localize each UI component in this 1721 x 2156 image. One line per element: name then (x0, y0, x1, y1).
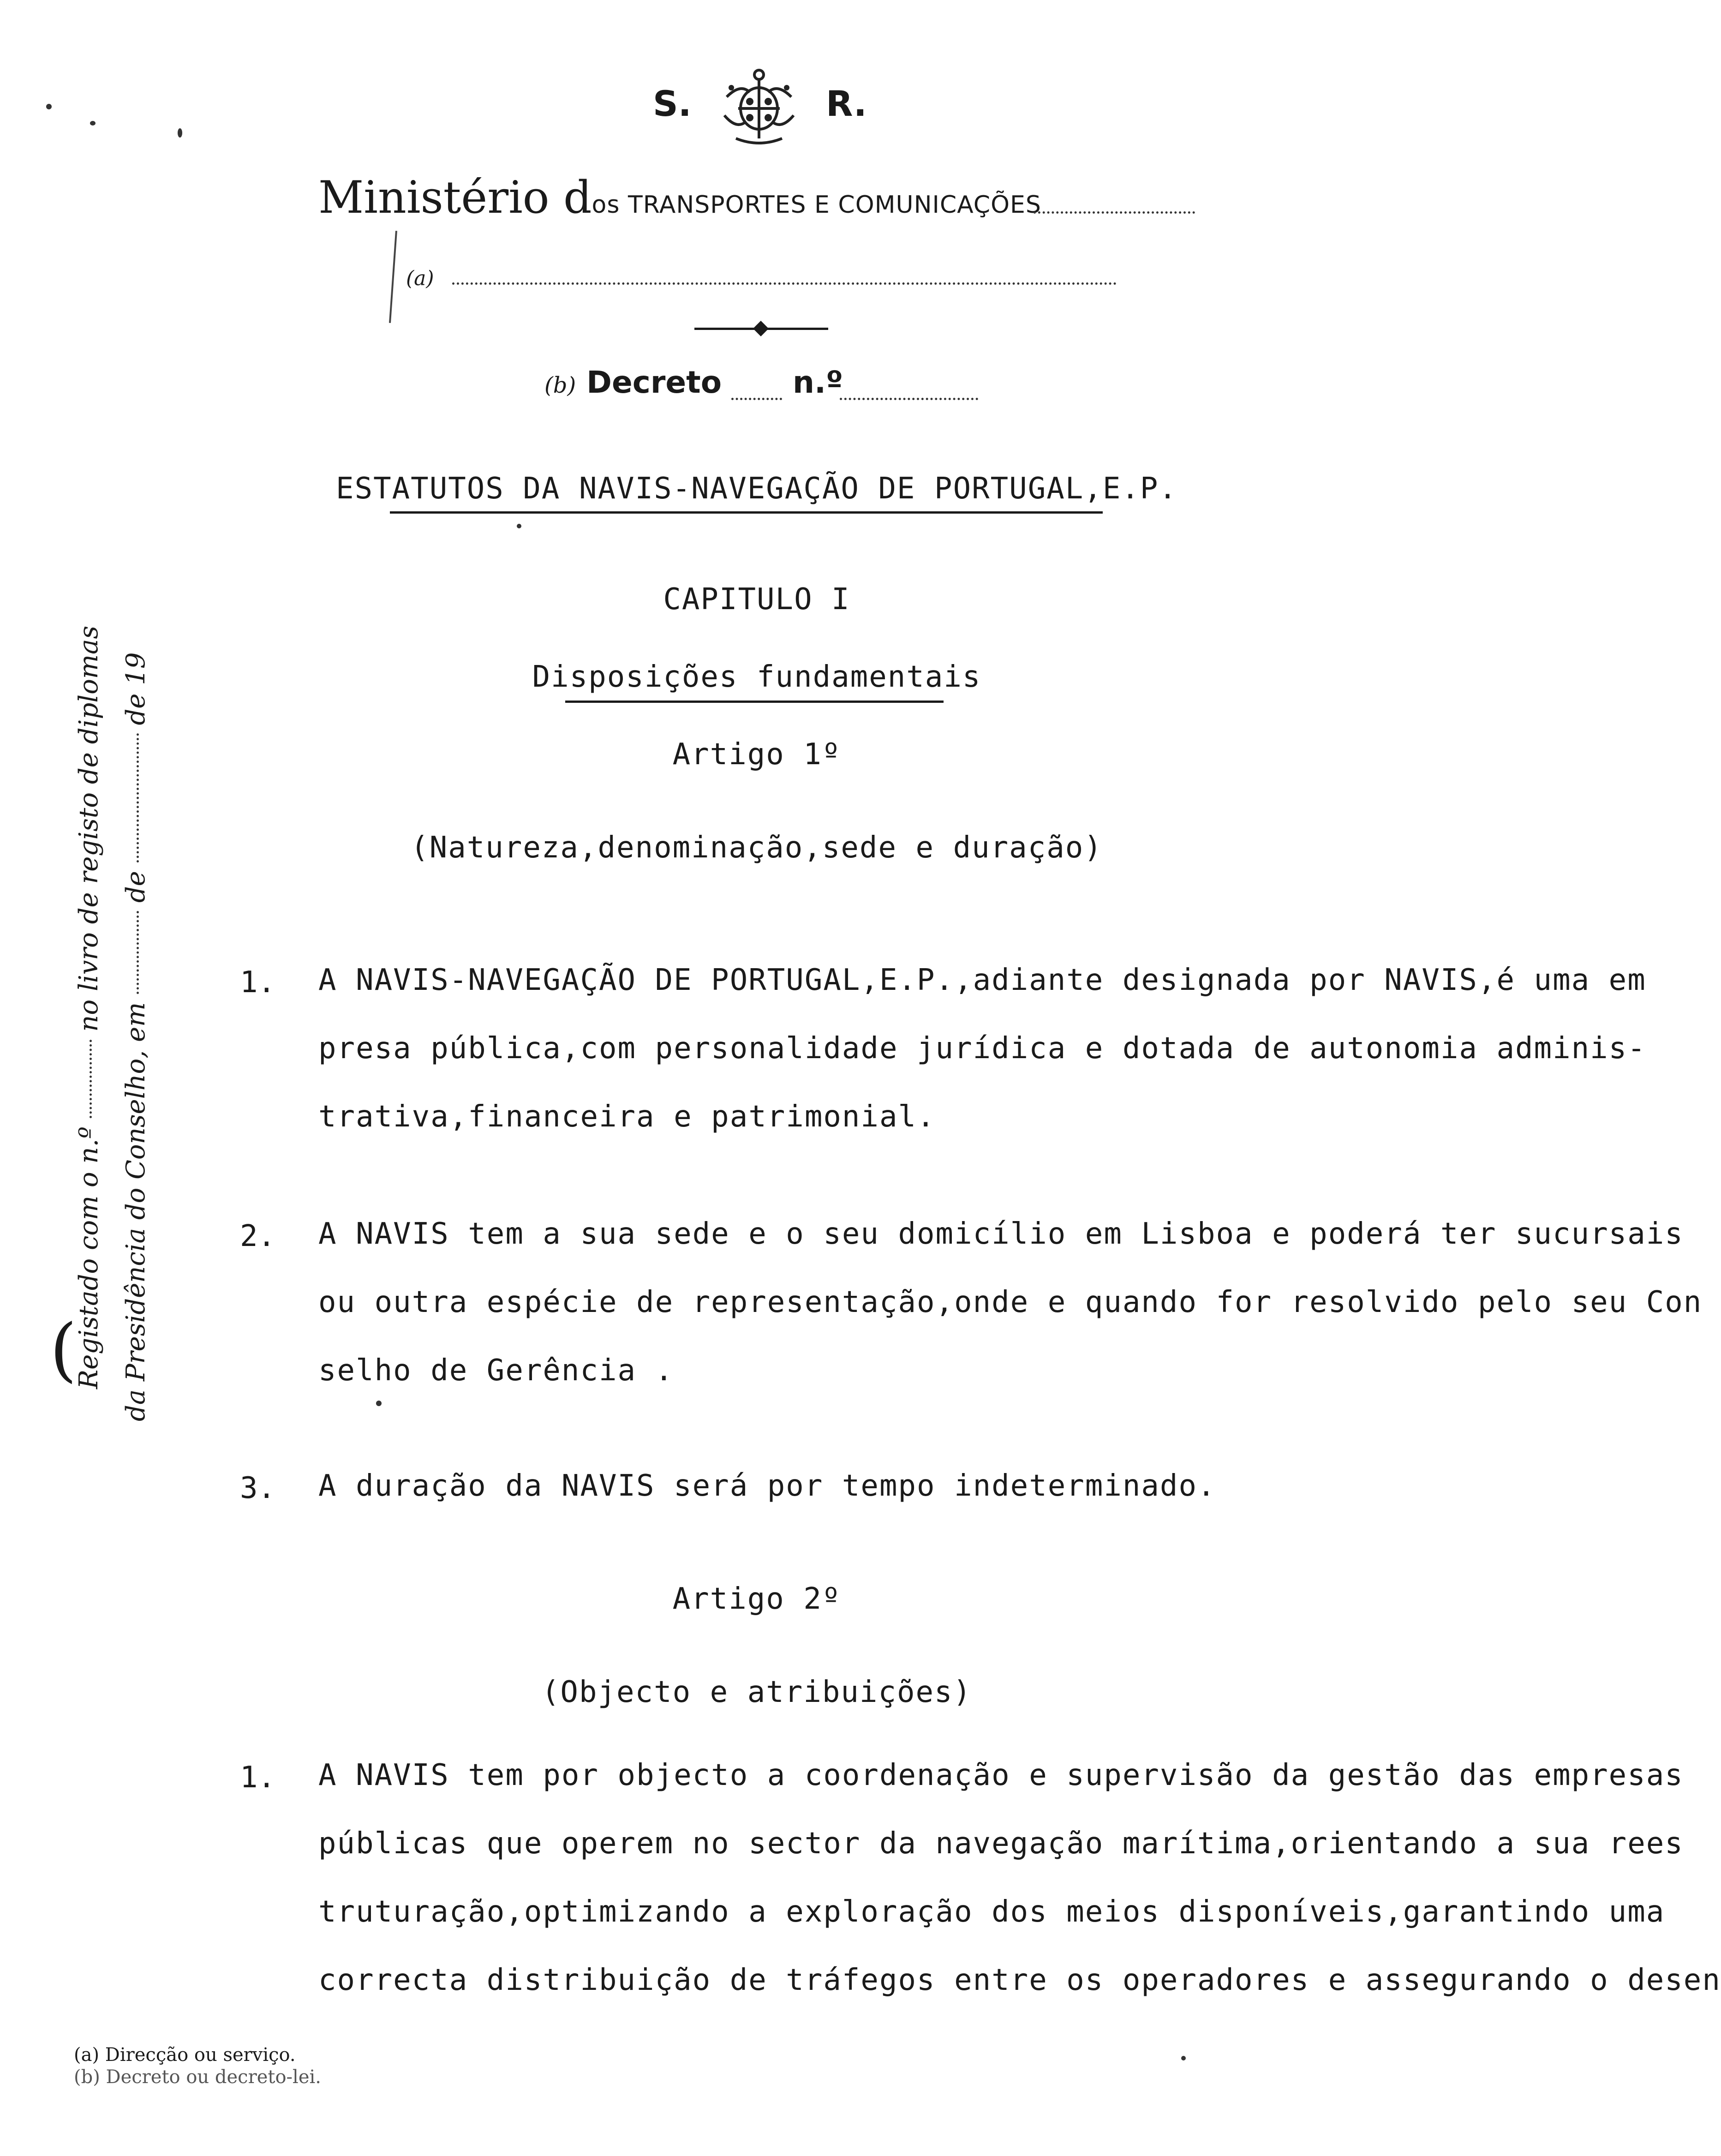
article1-item2-line: A NAVIS tem a sua sede e o seu domicílio em Lisboa e poderá ter sucursais (318, 1217, 1684, 1251)
article1-item3 (318, 1452, 1216, 1520)
side-register-line1 (74, 626, 104, 1389)
side-register-line2-c: de 19 (121, 652, 151, 725)
article2-heading: Artigo 2º (672, 1582, 841, 1616)
article2-item1-line: A NAVIS tem por objecto a coordenação e supervisão da gestão das empresas (318, 1758, 1684, 1792)
title-underline (390, 511, 1103, 514)
article1-item2 (318, 1200, 1702, 1405)
side-register-bracket-icon: ( (50, 1310, 77, 1390)
side-register-dots (137, 911, 139, 994)
side-register-line1-b: no livro de registo de diplomas (74, 625, 104, 1032)
ministerio-department: os TRANSPORTES E COMUNICAÇÕES (592, 191, 1041, 219)
article1-item3-line: A duração da NAVIS será por tempo indeterminado. (318, 1469, 1216, 1503)
ministerio-heading (318, 172, 1041, 223)
article2-subtitle: (Objecto e atribuições) (541, 1675, 972, 1709)
header-r-letter: R. (826, 83, 867, 124)
decreto-row (544, 365, 722, 400)
ministerio-dotted-line (1034, 211, 1195, 214)
article2-item1-line: truturação,optimizando a exploração dos meios disponíveis,garantindo uma (318, 1895, 1665, 1929)
decreto-label: Decreto (586, 365, 722, 400)
article1-item1-line: A NAVIS-NAVEGAÇÃO DE PORTUGAL,E.P.,adiante designada por NAVIS,é uma em (318, 963, 1646, 997)
scan-speck (46, 104, 52, 109)
scan-speck (1181, 2056, 1186, 2060)
ministerio-label: Ministério d (318, 172, 592, 223)
decreto-marker: (b) (544, 372, 576, 398)
side-register-dots (90, 1040, 92, 1118)
footnote-b: (b) Decreto ou decreto-lei. (74, 2066, 322, 2088)
decreto-dotted-line (731, 398, 782, 400)
article1-subtitle: (Natureza,denominação,sede e duração) (411, 831, 1103, 865)
scan-speck (517, 524, 521, 528)
direcao-marker: (a) (406, 267, 434, 290)
margin-pencil-stroke (389, 231, 397, 323)
article2-item1-number: 1. (240, 1761, 276, 1795)
chapter-heading: CAPITULO I (663, 582, 850, 617)
side-register-dots (137, 733, 139, 862)
article1-item1 (318, 946, 1646, 1151)
scan-speck (178, 128, 182, 138)
coat-of-arms-icon (717, 69, 801, 148)
footnote-a: (a) Direcção ou serviço. (74, 2044, 296, 2066)
article1-item1-line: trativa,financeira e patrimonial. (318, 1100, 936, 1134)
chapter-subtitle: Disposições fundamentais (532, 660, 981, 694)
side-register-line2 (121, 653, 151, 1422)
article1-item2-line: ou outra espécie de representação,onde e quando for resolvido pelo seu Con (318, 1285, 1703, 1319)
article2-item1-line: correcta distribuição de tráfegos entre os operadores e assegurando o desen (318, 1963, 1721, 1997)
article1-item1-line: presa pública,com personalidade jurídica e dotada de autonomia adminis- (318, 1031, 1646, 1066)
divider-diamond-icon (753, 321, 769, 336)
side-register-line2-a: da Presidência do Conselho, em (121, 1002, 151, 1421)
article1-heading: Artigo 1º (672, 737, 841, 772)
header-s-letter: S. (653, 83, 692, 124)
article1-item2-number: 2. (240, 1219, 276, 1253)
side-register-line2-b: de (121, 871, 151, 903)
numero-label: n.º (793, 365, 843, 400)
article1-item2-line: selho de Gerência . (318, 1353, 674, 1388)
article1-item3-number: 3. (240, 1471, 276, 1505)
scan-speck (90, 121, 96, 126)
chapter-subtitle-underline (565, 701, 944, 703)
side-register-line1-a: Registado com o n.º (74, 1126, 104, 1389)
article2-item1 (318, 1741, 1721, 2014)
scan-speck (376, 1401, 382, 1406)
document-title: ESTATUTOS DA NAVIS-NAVEGAÇÃO DE PORTUGAL,E.P. (336, 472, 1177, 506)
direcao-dotted-line (452, 282, 1117, 285)
article2-item1-line: públicas que operem no sector da navegação marítima,orientando a sua rees (318, 1827, 1684, 1861)
numero-dotted-line (840, 398, 978, 400)
article1-item1-number: 1. (240, 965, 276, 1000)
